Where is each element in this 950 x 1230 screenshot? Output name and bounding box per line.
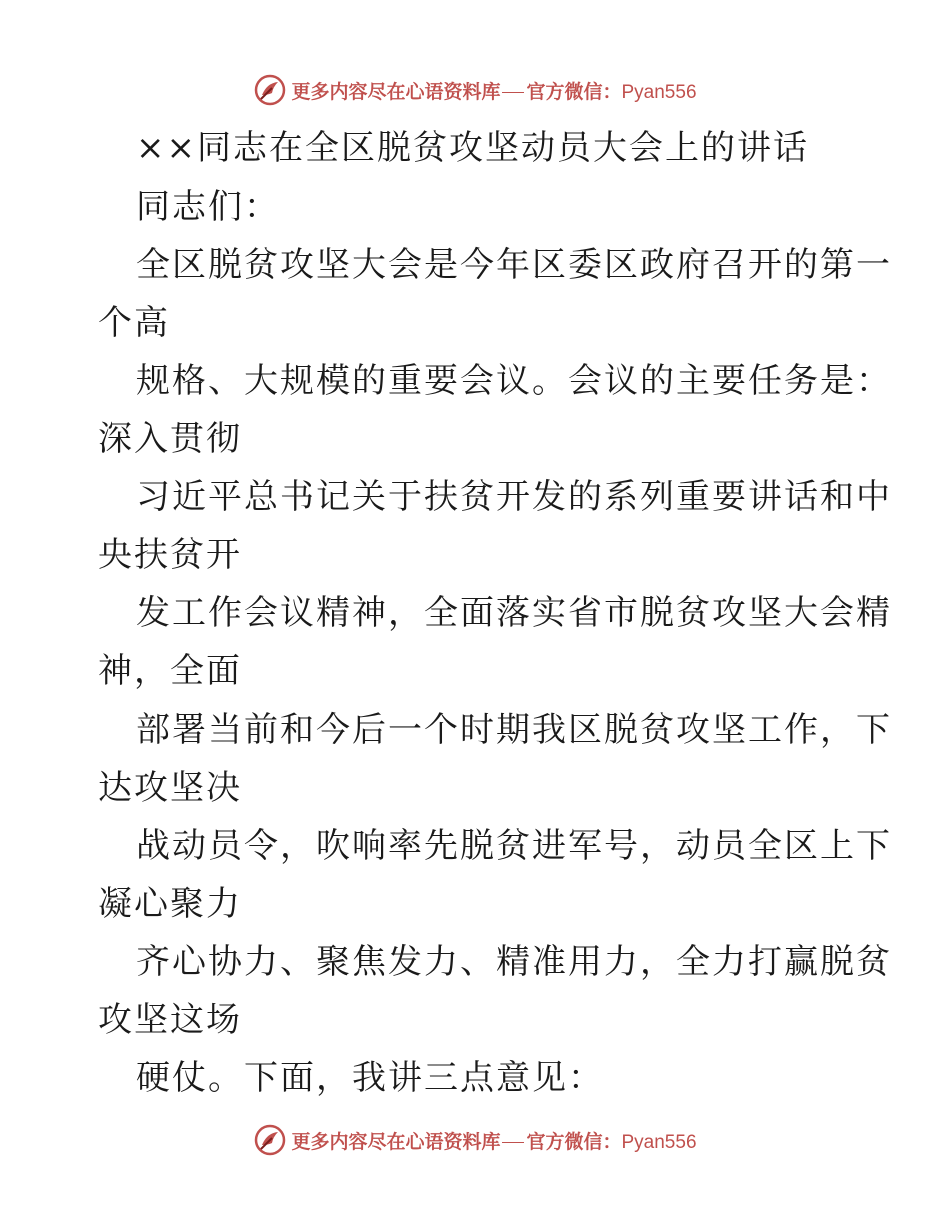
paragraph-line: 规格、大规模的重要会议。会议的主要任务是： <box>136 361 892 401</box>
paragraph-line: 习近平总书记关于扶贫开发的系列重要讲话和中 <box>136 477 892 517</box>
paragraph-line: 深入贯彻 <box>98 419 242 459</box>
paragraph-line: 全区脱贫攻坚大会是今年区委区政府召开的第一 <box>136 245 892 285</box>
footer-watermark <box>0 1120 950 1160</box>
paragraph-line: 部署当前和今后一个时期我区脱贫攻坚工作，下 <box>136 710 892 750</box>
document-title: ××同志在全区脱贫攻坚动员大会上的讲话 <box>136 128 809 168</box>
watermark-id: Pyan556 <box>621 1131 697 1153</box>
logo-icon <box>253 1123 287 1157</box>
salutation: 同志们： <box>136 187 280 227</box>
logo-icon <box>253 73 287 107</box>
paragraph-line: 攻坚这场 <box>98 1000 242 1040</box>
watermark-text: 更多内容尽在心语资料库 <box>291 1130 501 1153</box>
paragraph-line: 凝心聚力 <box>98 884 242 924</box>
watermark-suffix: 官方微信： <box>526 80 622 103</box>
paragraph-line: 达攻坚决 <box>98 768 242 808</box>
header-watermark <box>0 70 950 110</box>
paragraph-line: 战动员令，吹响率先脱贫进军号，动员全区上下 <box>136 826 892 866</box>
paragraph-line: 齐心协力、聚焦发力、精准用力，全力打赢脱贫 <box>136 942 892 982</box>
watermark-suffix: 官方微信： <box>526 1130 622 1153</box>
paragraph-line: 硬仗。下面，我讲三点意见： <box>136 1058 604 1098</box>
paragraph-line: 发工作会议精神，全面落实省市脱贫攻坚大会精 <box>136 593 892 633</box>
watermark-id: Pyan556 <box>621 81 697 103</box>
paragraph-line: 央扶贫开 <box>98 535 242 575</box>
watermark-text: 更多内容尽在心语资料库 <box>291 80 501 103</box>
paragraph-line: 神，全面 <box>98 651 242 691</box>
paragraph-line: 个高 <box>98 303 170 343</box>
